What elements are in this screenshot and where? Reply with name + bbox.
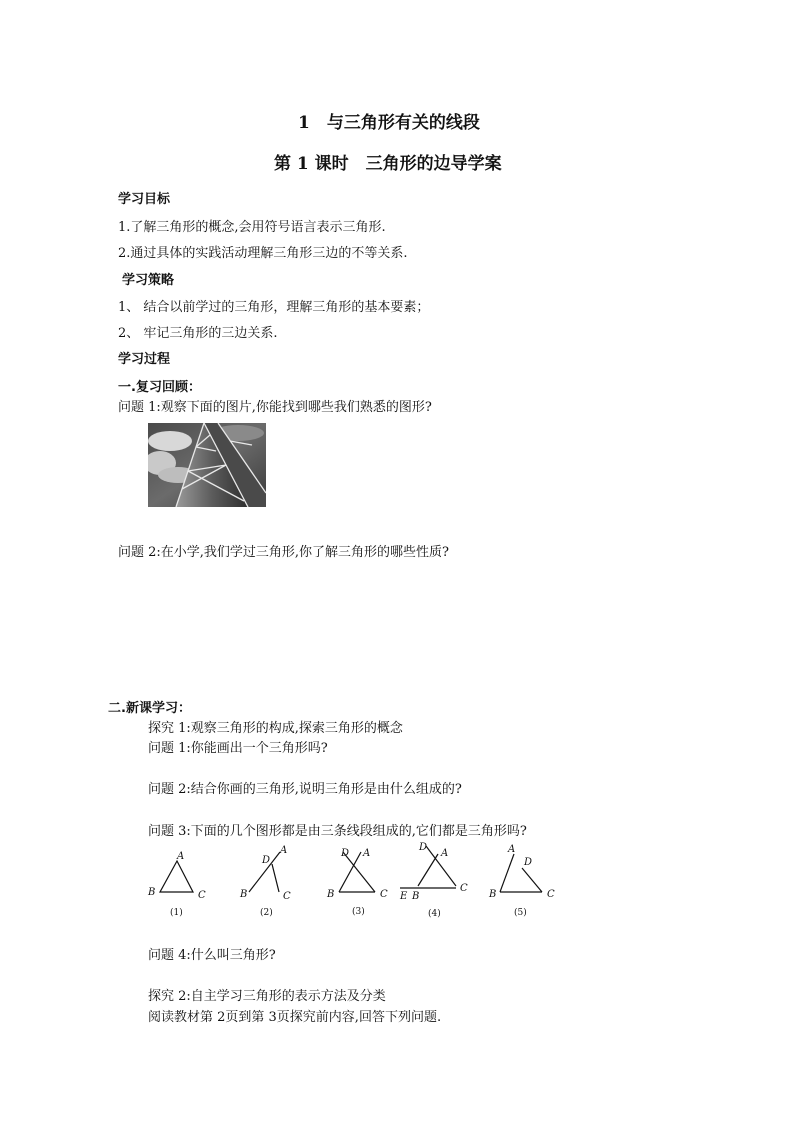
label-a: A xyxy=(363,848,371,859)
strategy-heading: 学习策略 xyxy=(122,273,175,288)
label-d: D xyxy=(419,842,428,853)
label-d: D xyxy=(524,857,533,868)
review-question-1: 问题 1:观察下面的图片,你能找到哪些我们熟悉的图形? xyxy=(118,400,432,415)
label-b: B xyxy=(240,889,248,900)
figure-caption: (5) xyxy=(514,908,527,918)
label-c: C xyxy=(283,891,291,902)
label-a: A xyxy=(441,848,449,859)
strategy-item: 1、 结合以前学过的三角形，理解三角形的基本要素； xyxy=(118,300,430,315)
figure-3 xyxy=(323,840,397,928)
document-title: 1 与三角形有关的线段 xyxy=(298,113,480,133)
new-learning-heading: 二.新课学习： xyxy=(108,701,191,716)
label-c: C xyxy=(547,889,555,900)
new-question-3: 问题 3:下面的几个图形都是由三条线段组成的,它们都是三角形吗? xyxy=(148,824,527,839)
process-heading: 学习过程 xyxy=(118,352,171,367)
label-b: B xyxy=(327,889,335,900)
document-subtitle: 第 1 课时 三角形的边导学案 xyxy=(274,154,502,174)
figure-caption: (4) xyxy=(428,909,441,919)
label-b: B xyxy=(412,891,420,902)
new-question-1: 问题 1:你能画出一个三角形吗? xyxy=(148,741,328,756)
figure-caption: (1) xyxy=(170,908,183,918)
explore-2: 探究 2:自主学习三角形的表示方法及分类 xyxy=(148,989,386,1004)
label-a: A xyxy=(177,851,185,862)
label-d: D xyxy=(262,855,271,866)
label-a: A xyxy=(280,845,288,856)
figure-1 xyxy=(146,840,212,928)
figure-2 xyxy=(235,840,301,928)
goal-item: 1.了解三角形的概念,会用符号语言表示三角形. xyxy=(118,220,386,235)
explore-1: 探究 1:观察三角形的构成,探索三角形的概念 xyxy=(148,721,403,736)
figure-caption: (3) xyxy=(352,907,365,917)
label-c: C xyxy=(198,890,206,901)
label-c: C xyxy=(460,883,468,894)
goal-item: 2.通过具体的实践活动理解三角形三边的不等关系. xyxy=(118,246,408,261)
strategy-item: 2、 牢记三角形的三边关系. xyxy=(118,326,278,341)
label-a: A xyxy=(508,844,516,855)
label-e: E xyxy=(400,891,408,902)
review-question-2: 问题 2:在小学,我们学过三角形,你了解三角形的哪些性质? xyxy=(118,545,450,560)
figure-caption: (2) xyxy=(260,908,273,918)
new-question-4: 问题 4:什么叫三角形? xyxy=(148,948,276,963)
label-b: B xyxy=(148,887,156,898)
label-d: D xyxy=(341,848,350,859)
goals-heading: 学习目标 xyxy=(118,192,171,207)
figure-4 xyxy=(398,840,474,928)
new-question-2: 问题 2:结合你画的三角形,说明三角形是由什么组成的? xyxy=(148,782,462,797)
label-c: C xyxy=(380,889,388,900)
label-b: B xyxy=(489,889,497,900)
review-heading: 一.复习回顾： xyxy=(118,380,201,395)
building-photo xyxy=(148,423,266,507)
reading-instruction: 阅读教材第 2页到第 3页探究前内容,回答下列问题. xyxy=(148,1010,442,1025)
figure-5 xyxy=(486,840,560,928)
